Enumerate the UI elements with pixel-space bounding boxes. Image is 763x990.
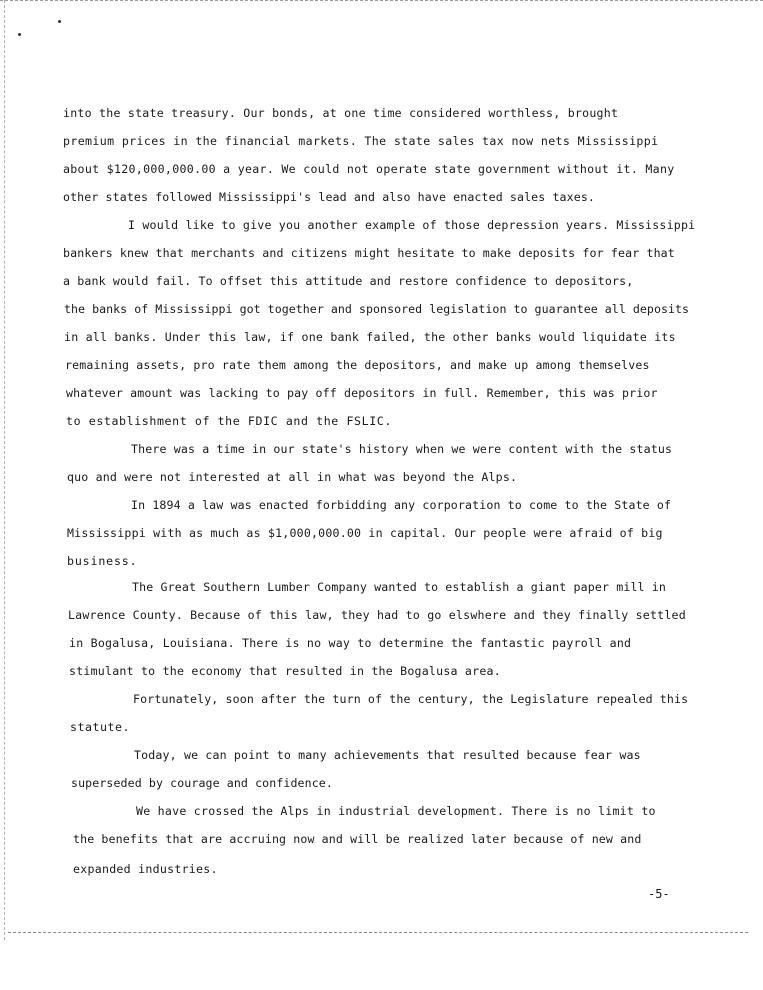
- text-line: into the state treasury. Our bonds, at one time considered worthless, brought: [63, 106, 619, 120]
- text-line: the benefits that are accruing now and will be realized later because of new and: [73, 832, 642, 846]
- text-line: to establishment of the FDIC and the FSLIC.: [66, 414, 392, 428]
- text-line: Today, we can point to many achievements that resulted because fear was: [134, 748, 641, 762]
- text-line: bankers knew that merchants and citizens might hesitate to make deposits for fear that: [63, 246, 675, 260]
- text-line: business.: [67, 554, 138, 568]
- text-line: about $120,000,000.00 a year. We could not operate state government without it. Many: [63, 162, 675, 176]
- text-line: Lawrence County. Because of this law, they had to go elswhere and they finally settled: [68, 608, 686, 622]
- text-line: a bank would fail. To offset this attitude and restore confidence to depositors,: [63, 274, 634, 288]
- text-line: There was a time in our state's history when we were content with the status: [131, 442, 673, 456]
- scan-speck: [58, 20, 61, 23]
- text-line: whatever amount was lacking to pay off depositors in full. Remember, this was prior: [66, 386, 658, 400]
- page-top-edge: [0, 0, 763, 1]
- text-line: In 1894 a law was enacted forbidding any corporation to come to the State of: [131, 498, 672, 512]
- text-line: stimulant to the economy that resulted in the Bogalusa area.: [69, 664, 501, 678]
- text-line: We have crossed the Alps in industrial development. There is no limit to: [136, 804, 656, 818]
- text-line: expanded industries.: [73, 862, 218, 876]
- text-line: in all banks. Under this law, if one bank failed, the other banks would liquidate its: [64, 330, 676, 344]
- page-bottom-edge: [8, 932, 748, 933]
- scan-speck: [18, 33, 21, 36]
- text-line: The Great Southern Lumber Company wanted to establish a giant paper mill in: [132, 580, 667, 594]
- text-line: premium prices in the financial markets. The state sales tax now nets Mississippi: [63, 134, 659, 148]
- text-line: remaining assets, pro rate them among the depositors, and make up among themselves: [65, 358, 650, 372]
- text-line: Mississippi with as much as $1,000,000.00 in capital. Our people were afraid of big: [67, 526, 663, 540]
- text-line: in Bogalusa, Louisiana. There is no way to determine the fantastic payroll and: [69, 636, 632, 650]
- page-left-edge: [4, 0, 5, 940]
- text-line: quo and were not interested at all in what was beyond the Alps.: [67, 470, 518, 484]
- text-line: other states followed Mississippi's lead and also have enacted sales taxes.: [63, 190, 596, 204]
- text-line: superseded by courage and confidence.: [71, 776, 333, 790]
- text-line: the banks of Mississippi got together and sponsored legislation to guarantee all deposits: [64, 302, 690, 316]
- text-line: I would like to give you another example of those depression years. Mississippi: [128, 218, 696, 232]
- page-number: -5-: [648, 887, 670, 901]
- text-line: statute.: [70, 720, 131, 734]
- text-line: Fortunately, soon after the turn of the century, the Legislature repealed this: [133, 692, 689, 706]
